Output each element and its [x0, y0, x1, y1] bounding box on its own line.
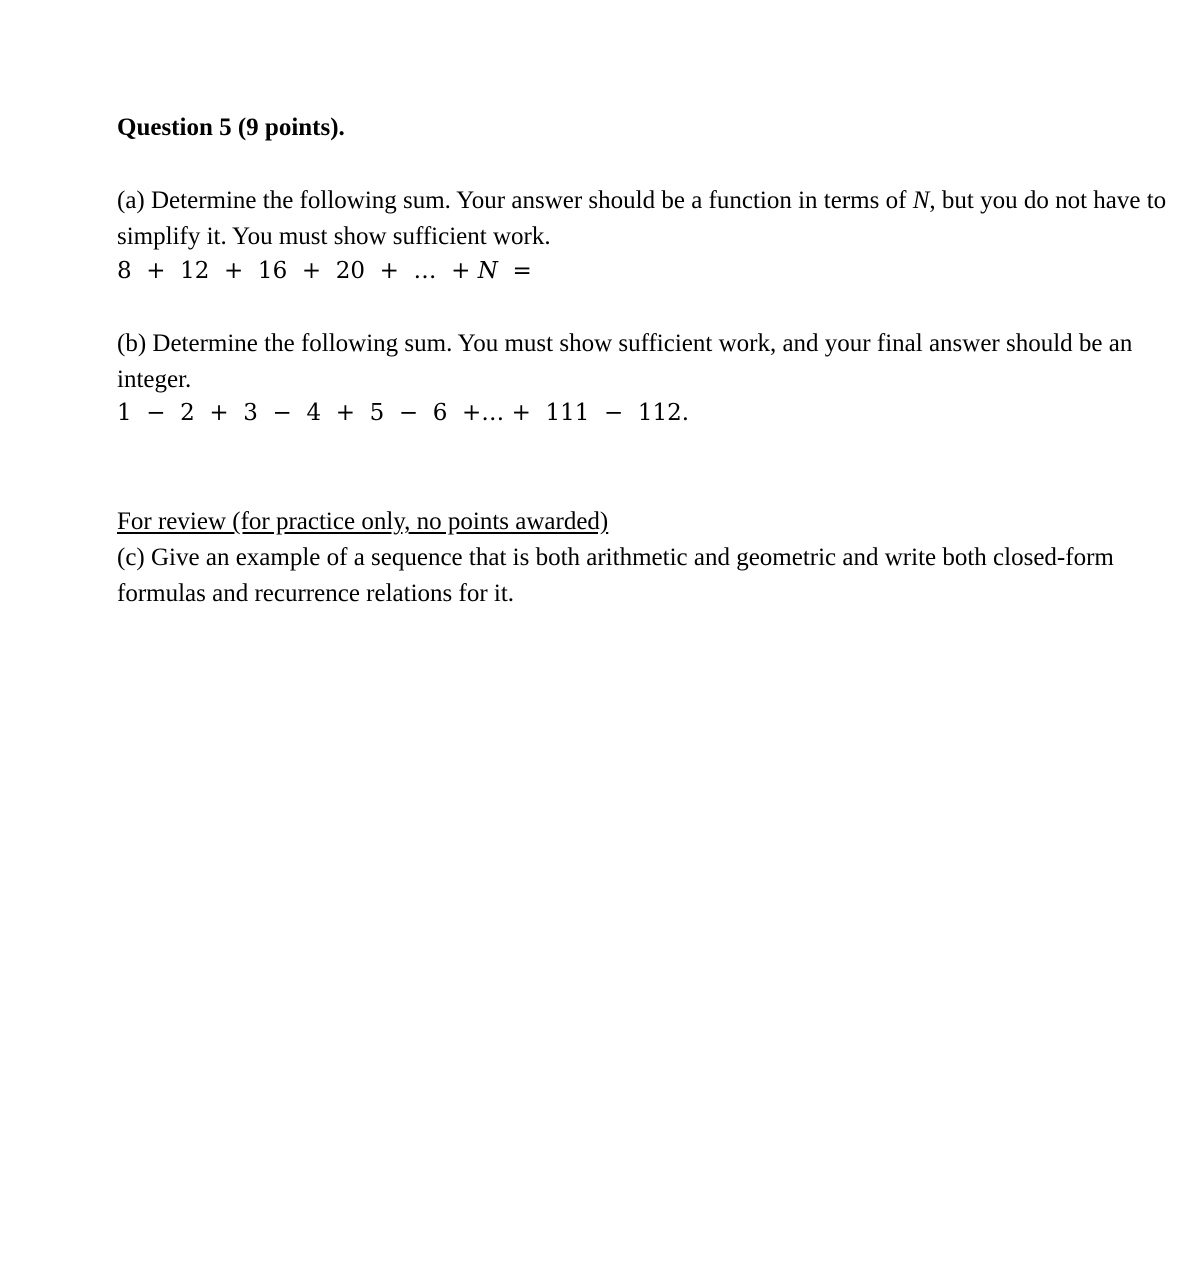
part-a-text-end: , but you do not have to simplify it. You must show sufficient work.	[117, 187, 1167, 250]
part-a-expression-suffix: =	[497, 258, 532, 284]
part-a-prompt	[117, 183, 1167, 255]
part-a-variable: N	[912, 187, 930, 214]
part-b-expression: 1 − 2 + 3 − 4 + 5 − 6 +… + 111 − 112.	[117, 400, 690, 426]
part-c-prompt: (c) Give an example of a sequence that is both arithmetic and geometric and write both closed-form formulas and recurrence relations for it.	[117, 544, 1114, 607]
part-a-text-start: (a) Determine the following sum. Your answer should be a function in terms of	[117, 187, 913, 214]
review-heading: For review (for practice only, no points awarded)	[117, 508, 609, 535]
part-a-expression-variable: N	[477, 258, 498, 284]
part-a-expression	[117, 258, 532, 284]
part-a-expression-prefix: 8 + 12 + 16 + 20 + … +	[117, 258, 478, 284]
part-b-prompt: (b) Determine the following sum. You must show sufficient work, and your final answer should be an integer.	[117, 330, 1133, 393]
part-c-section	[117, 504, 1167, 612]
question-title: Question 5 (9 points).	[117, 114, 345, 141]
